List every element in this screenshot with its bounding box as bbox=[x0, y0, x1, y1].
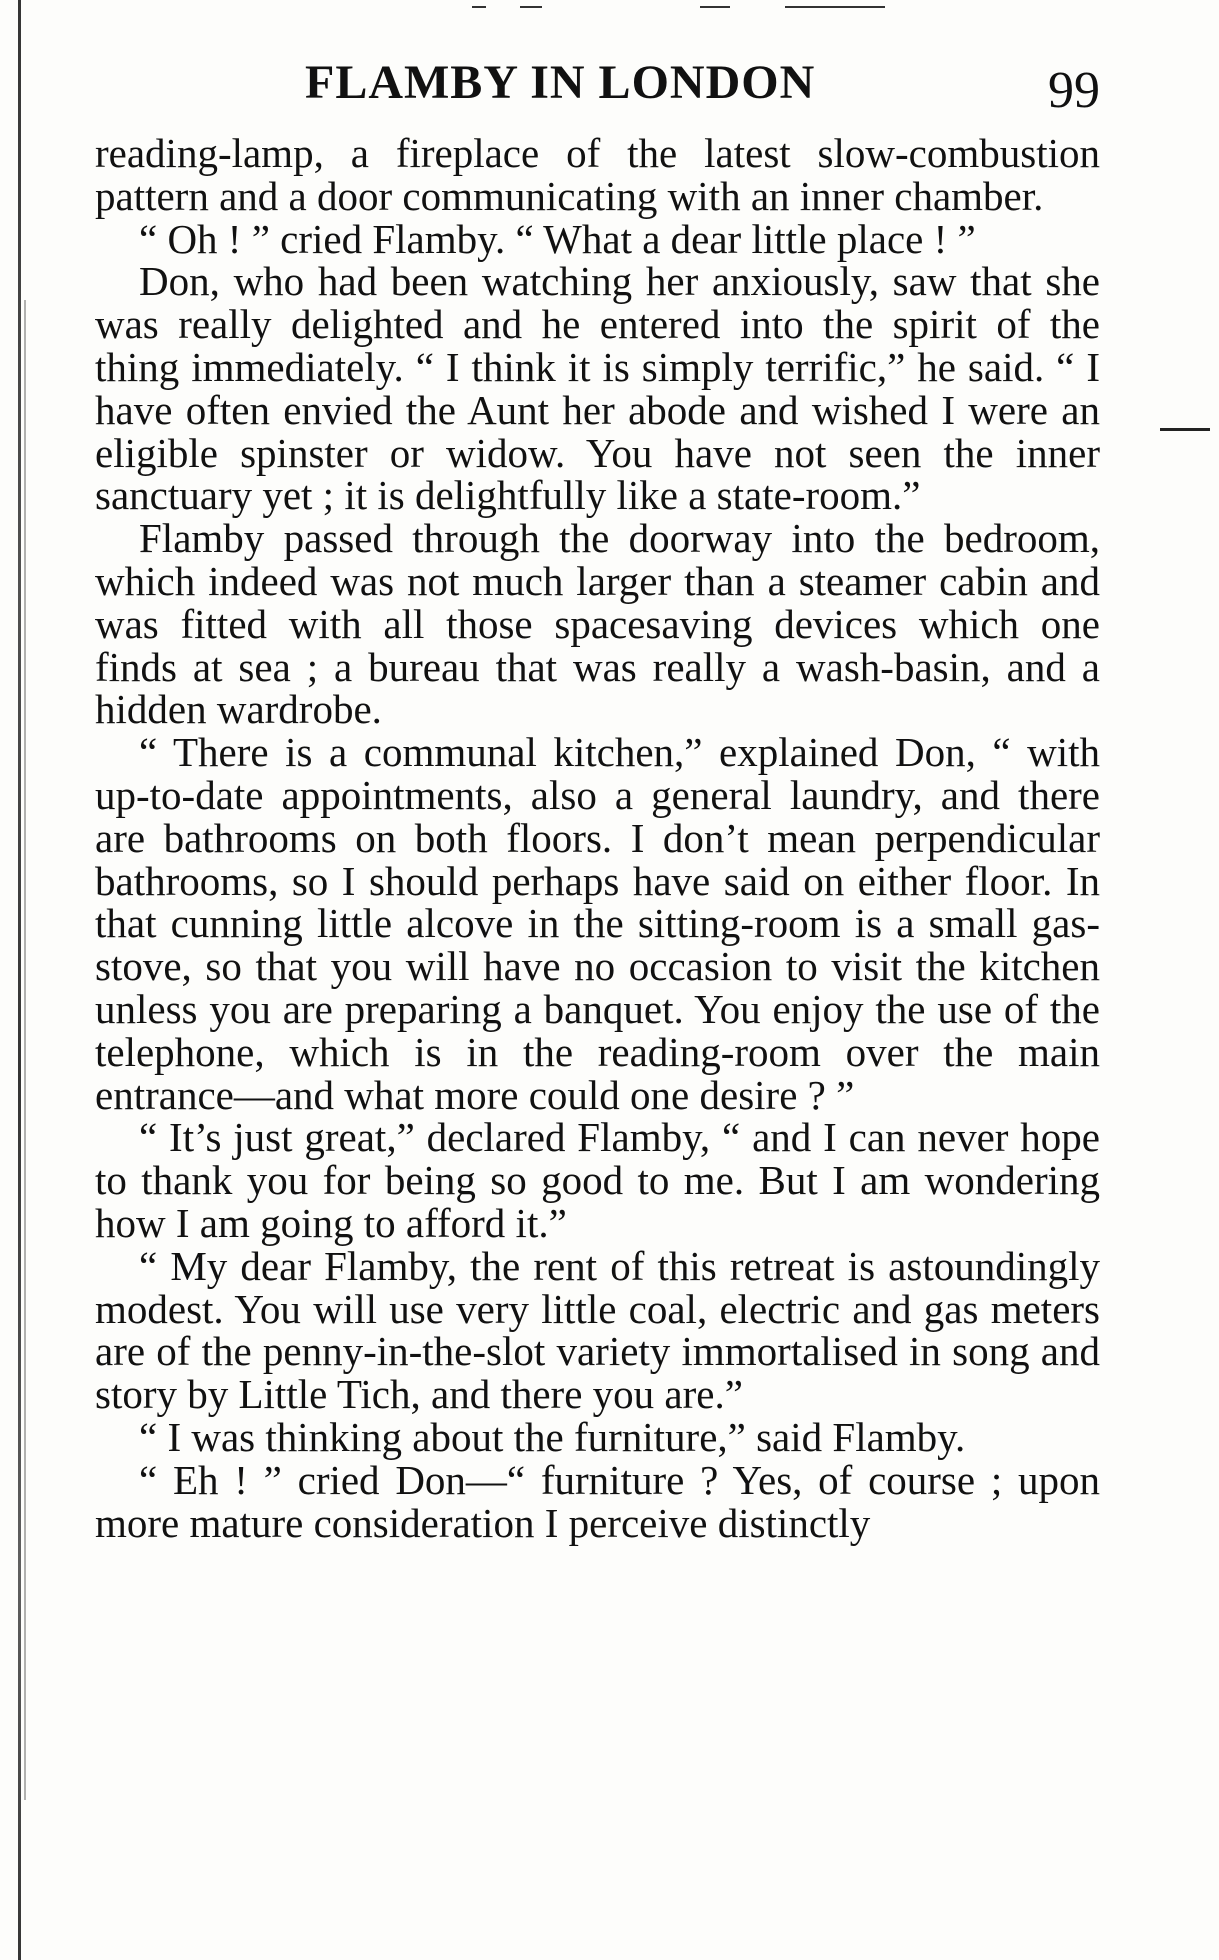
scan-mark bbox=[520, 6, 542, 8]
scan-mark bbox=[472, 6, 486, 8]
paragraph: Flamby passed through the doorway into the bedroom, which indeed was not much larger than a steamer cabin and was fitted with all those spacesaving devices which one finds at sea ; a bureau that was really a wash-basin, and a hidden wardrobe. bbox=[95, 515, 1100, 733]
paragraph: “ Eh ! ” cried Don—“ furniture ? Yes, of course ; upon more mature consideration I perceive distinctly bbox=[95, 1456, 1100, 1546]
page-number: 99 bbox=[1048, 62, 1100, 119]
page-header bbox=[95, 55, 1100, 125]
scan-mark bbox=[785, 6, 885, 8]
paragraph: Don, who had been watching her anxiously, saw that she was really delighted and he entered into the spirit of the thing immediately. “ I think it is simply terrific,” he said. “ I have often envied the Aunt her abode and wished I were an eligible spinster or widow. You have not seen the inner sanctuary yet ; it is delightfully like a state-room.” bbox=[95, 258, 1100, 519]
scan-edge-shadow-secondary bbox=[24, 300, 26, 1800]
body-text bbox=[95, 132, 1100, 1544]
margin-mark bbox=[1160, 428, 1210, 431]
scan-mark bbox=[700, 6, 730, 8]
paragraph: “ There is a communal kitchen,” explained Don, “ with up-to-date appointments, also a general laundry, and there are bathrooms on both floors. I don’t mean perpendicular bathrooms, so I should perhaps have said on either floor. In that cunning little alcove in the sitting-room is a small gas-stove, so that you will have no occasion to visit the kitchen unless you are preparing a banquet. You enjoy the use of the telephone, which is in the reading-room over the main entrance—and what more could one desire ? ” bbox=[95, 729, 1100, 1118]
paragraph: “ Oh ! ” cried Flamby. “ What a dear little place ! ” bbox=[139, 215, 976, 262]
paragraph: “ It’s just great,” declared Flamby, “ and I can never hope to thank you for being so good to me. But I am wondering how I am going to afford it.” bbox=[95, 1114, 1100, 1246]
paragraph: “ My dear Flamby, the rent of this retreat is astoundingly modest. You will use very little coal, electric and gas meters are of the penny-in-the-slot variety immortalised in song and story by Little Tich, and there you are.” bbox=[95, 1242, 1100, 1418]
paragraph: reading-lamp, a fireplace of the latest slow-combustion pattern and a door communicating with an inner chamber. bbox=[95, 130, 1100, 219]
paragraph: “ I was thinking about the furniture,” said Flamby. bbox=[139, 1413, 966, 1460]
running-title: FLAMBY IN LONDON bbox=[305, 56, 816, 109]
scan-edge-shadow bbox=[18, 0, 21, 1960]
